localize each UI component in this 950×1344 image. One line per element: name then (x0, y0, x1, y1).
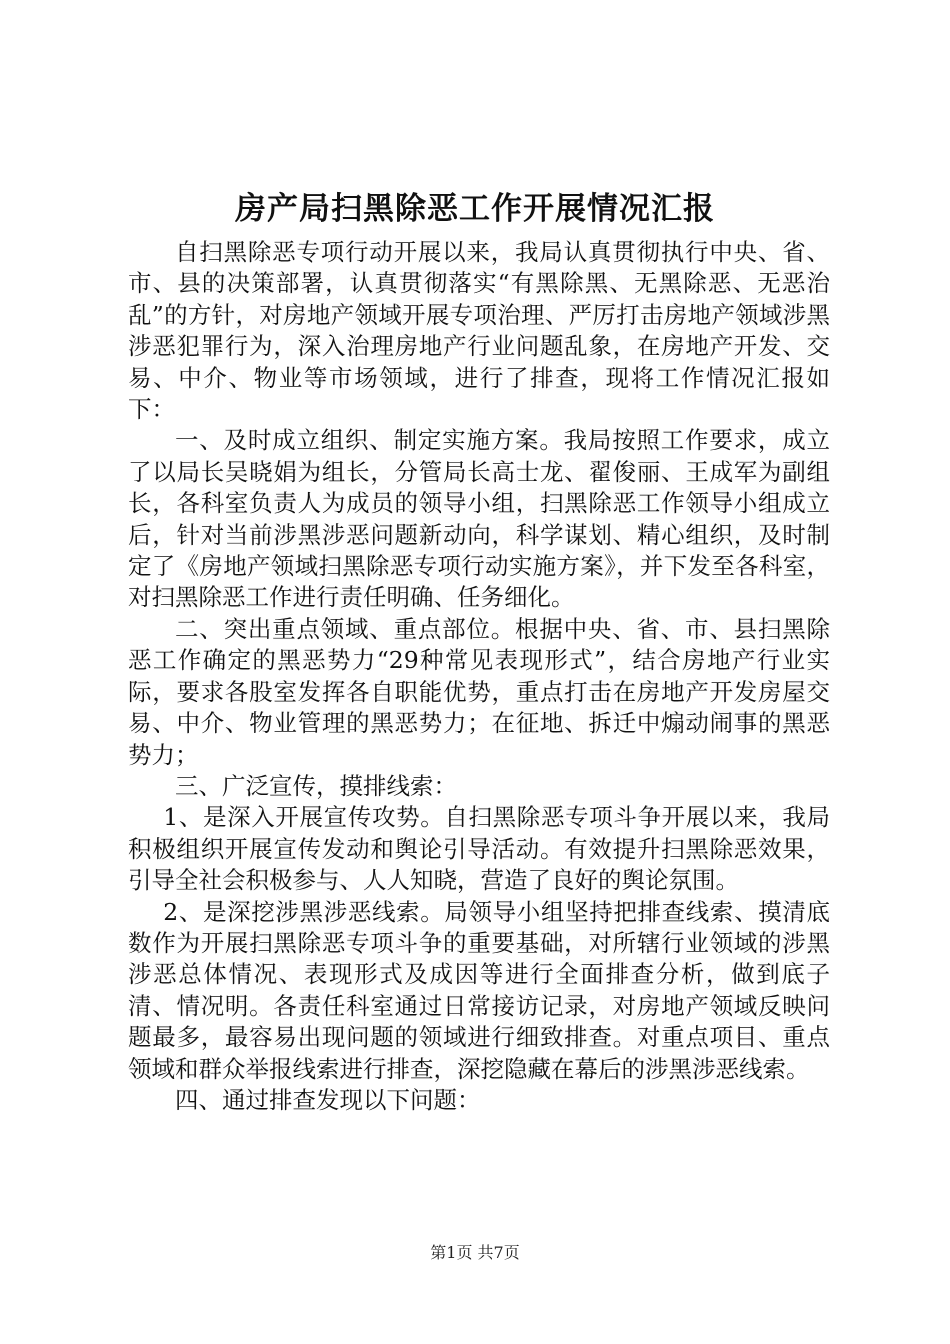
page-number-footer: 第1页 共7页 (430, 1243, 520, 1262)
document-body (128, 237, 830, 1116)
section-two-paragraph: 二、突出重点领域、重点部位。根据中央、省、市、县扫黑除恶工作确定的黑恶势力“29种常见表现形式”，结合房地产行业实际，要求各股室发挥各自职能优势，重点打击在房地产开发房屋交易、中介、物业管理的黑恶势力；在征地、拆迁中煽动闹事的黑恶势力； (128, 614, 830, 769)
intro-paragraph: 自扫黑除恶专项行动开展以来，我局认真贯彻执行中央、省、市、县的决策部署，认真贯彻落实“有黑除黑、无黑除恶、无恶治乱”的方针，对房地产领域开展专项治理、严厉打击房地产领域涉黑涉恶犯罪行为，深入治理房地产行业问题乱象，在房地产开发、交易、中介、物业等市场领域，进行了排查，现将工作情况汇报如下： (128, 238, 830, 424)
section-three-heading: 三、广泛宣传，摸排线索： (175, 771, 457, 800)
document-title: 房产局扫黑除恶工作开展情况汇报 (235, 191, 715, 227)
item-two-paragraph: 2、是深挖涉黑涉恶线索。局领导小组坚持把排查线索、摸清底数作为开展扫黑除恶专项斗争的重要基础，对所辖行业领域的涉黑涉恶总体情况、表现形式及成因等进行全面排查分析，做到底子清、情况明。各责任科室通过日常接访记录，对房地产领域反映问题最多，最容易出现问题的领域进行细致排查。对重点项目、重点领域和群众举报线索进行排查，深挖隐藏在幕后的涉黑涉恶线索。 (128, 897, 830, 1083)
section-four-heading: 四、通过排查发现以下问题： (175, 1085, 481, 1114)
item-one-paragraph: 1、是深入开展宣传攻势。自扫黑除恶专项斗争开展以来，我局积极组织开展宣传发动和舆论引导活动。有效提升扫黑除恶效果，引导全社会积极参与、人人知晓，营造了良好的舆论氛围。 (128, 803, 830, 895)
section-one-paragraph: 一、及时成立组织、制定实施方案。我局按照工作要求，成立了以局长吴晓娟为组长，分管局长高士龙、翟俊丽、王成军为副组长，各科室负责人为成员的领导小组，扫黑除恶工作领导小组成立后，针对当前涉黑涉恶问题新动向，科学谋划、精心组织，及时制定了《房地产领域扫黑除恶专项行动实施方案》，并下发至各科室，对扫黑除恶工作进行责任明确、任务细化。 (128, 426, 830, 612)
